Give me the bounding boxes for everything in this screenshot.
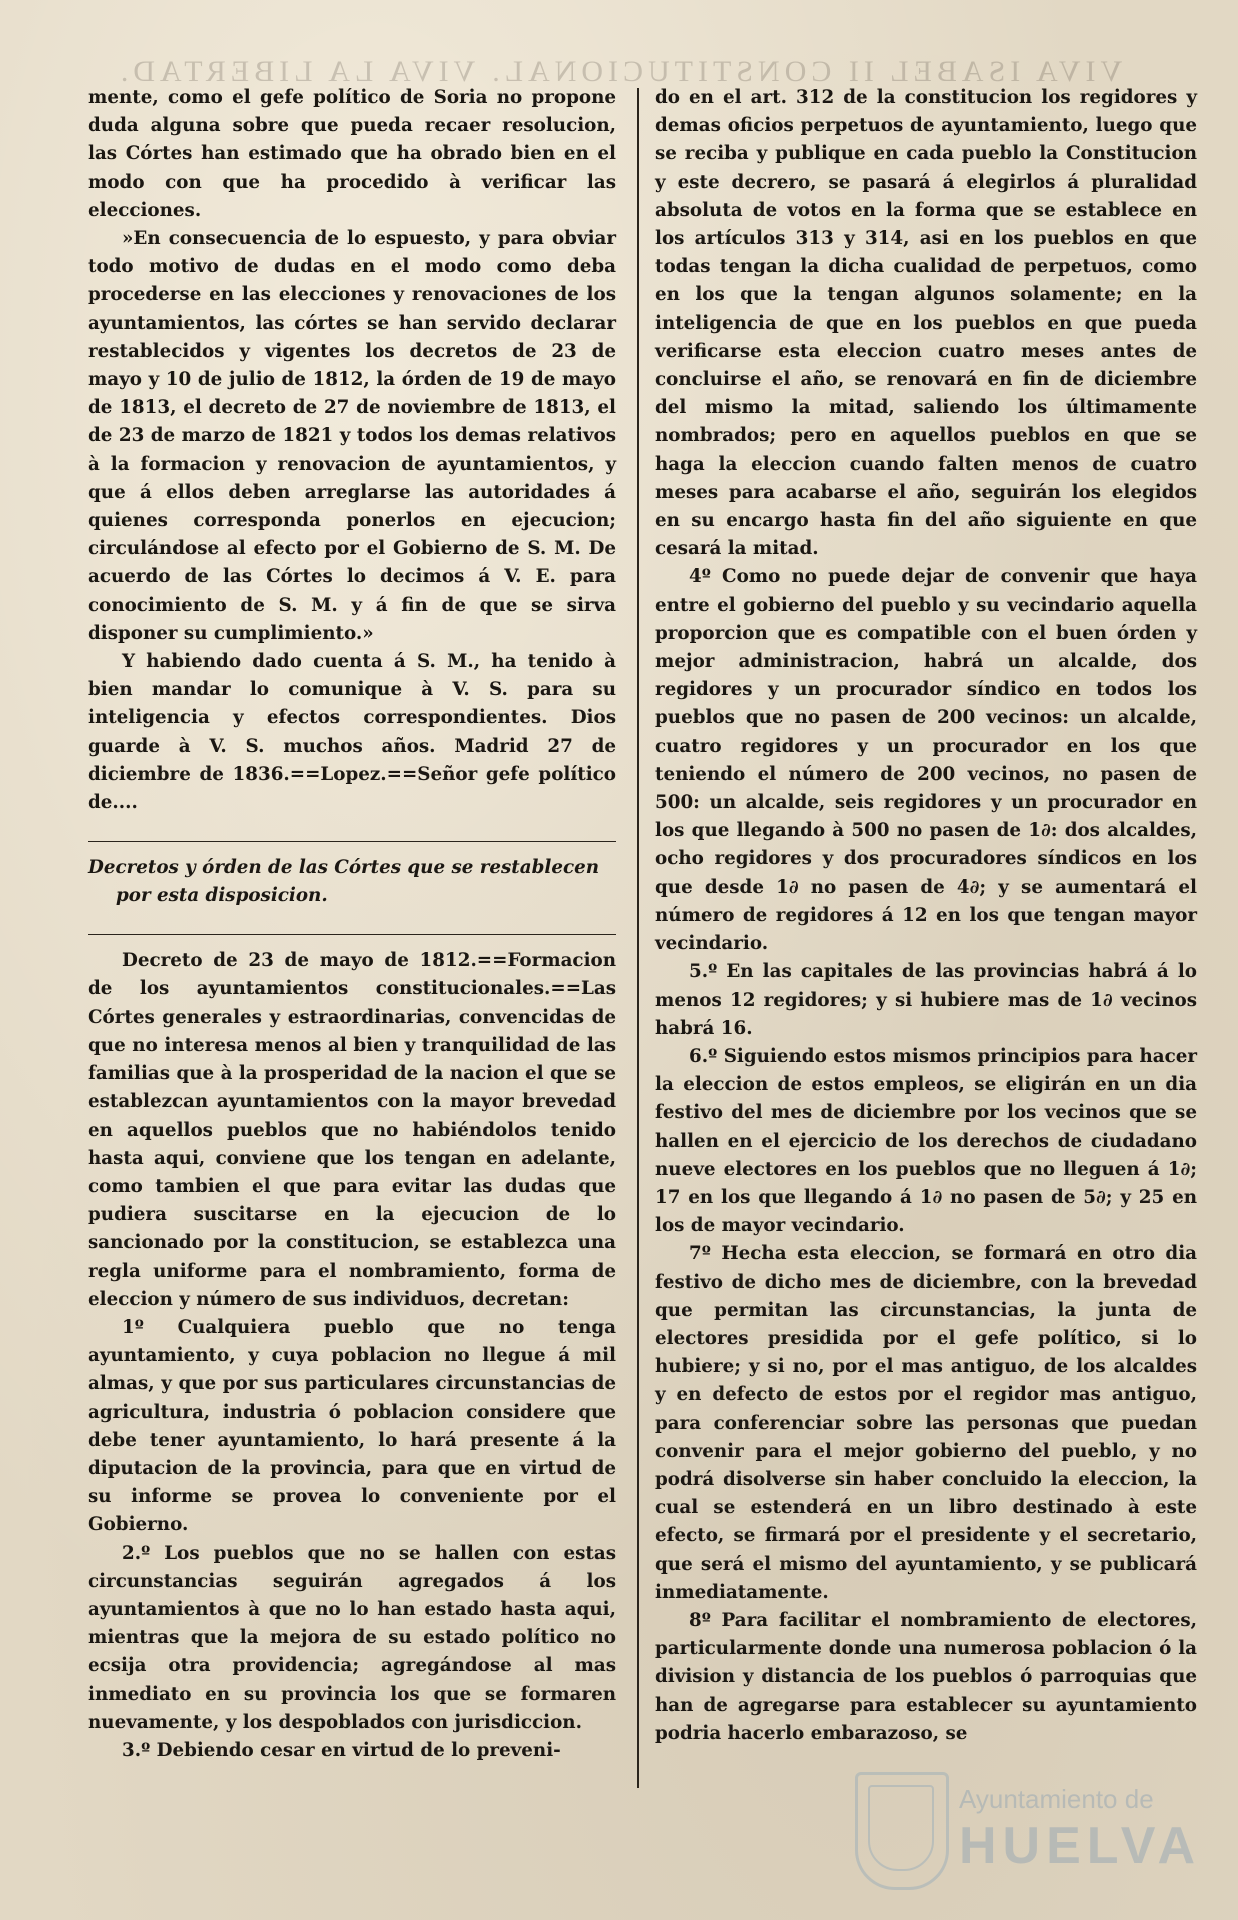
heading-line-1: Decretos y órden de las Córtes que se restablecen [88, 857, 600, 879]
section-rule-2 [88, 934, 616, 947]
right-paragraph-6: 8º Para facilitar el nombramiento de electores, particularmente donde una numerosa poblacion ó la division y distancia de los pueblos ó parroquias que han de agregarse para establecer su ayuntamiento podria hacerlo embarazoso, se [655, 1609, 1197, 1744]
right-paragraph-2: 4º Como no puede dejar de convenir que haya entre el gobierno del pueblo y su vecindario aquella proporcion que es compatible con el buen órden y mejor administracion, habrá un alcalde, dos regidores y un procurador síndico en todos los pueblos que no pasen de 200 vecinos: un alcalde, cuatro regidores y un procurador en los que teniendo el número de 200 vecinos, no pasen de 500: un alcalde, seis regidores y un procurador en los que llegando à 500 no pasen de 1∂: dos alcaldes, ocho regidores y dos procuradores síndicos en los que desde 1∂ no pasen de 4∂; y se aumentará el número de regidores á 12 en los que tengan mayor vecindario. [655, 566, 1197, 955]
right-paragraph-5: 7º Hecha esta eleccion, se formará en otro dia festivo de dicho mes de diciembre, con la brevedad que permitan las circunstancias, la junta de electores presidida por el gefe político, si lo hubiere; y si no, por el mas antiguo, de los alcaldes y en defecto de estos por el regidor mas antiguo, para conferenciar sobre las personas que puedan convenir para el mejor gobierno del pueblo, y no podrá disolverse sin haber concluido la eleccion, la cual se estenderá en un libro destinado à este efecto, se firmará por el presidente y el secretario, que será el mismo del ayuntamiento, y se publicará inmediatamente. [655, 1243, 1197, 1603]
left-paragraph-4: Decreto de 23 de mayo de 1812.==Formacion de los ayuntamientos constitucionales.==Las Córtes generales y estraordinarias, convencidas de que no interesa menos al bien y tranquilidad de las familias que à la prosperidad de la nacion el que se establezcan ayuntamientos con la mayor brevedad en aquellos pueblos que no habiéndolos tenido hasta aqui, conviene que los tengan en adelante, como tambien el que para evitar las dudas que pudiera suscitarse en la ejecucion de lo sancionado por la constitucion, se establezca una regla uniforme para el nombramiento, forma de eleccion y número de sus individuos, decretan: [88, 950, 616, 1310]
left-paragraph-5: 1º Cualquiera pueblo que no tenga ayuntamiento, y cuya poblacion no llegue á mil almas, y que por sus particulares circunstancias de agricultura, industria ó poblacion considere que debe tener ayuntamiento, lo hará presente á la diputacion de la provincia, para que en virtud de su informe se provea lo conveniente por el Gobierno. [88, 1316, 616, 1536]
left-paragraph-7: 3.º Debiendo cesar en virtud de lo preveni- [122, 1739, 561, 1761]
watermark-line-2: HUELVA [959, 1817, 1202, 1875]
column-divider [637, 88, 639, 1788]
ayuntamiento-huelva-watermark [855, 1772, 1202, 1892]
left-paragraph-6: 2.º Los pueblos que no se hallen con estas circunstancias seguirán agregados á los ayuntamientos à que no lo han estado hasta aqui, mientras que la mejora de su estado político no ecsija otra providencia; agregándose al mas inmediato en su provincia los que se formaren nuevamente, y los despoblados con jurisdiccion. [88, 1542, 616, 1733]
right-paragraph-1: do en el art. 312 de la constitucion los regidores y demas oficios perpetuos de ayuntamiento, luego que se reciba y publique en cada pueblo la Constitucion y este decrero, se pasará á elegirlos á pluralidad absoluta de votos en la forma que se establece en los artículos 313 y 314, asi en los pueblos en que todas tengan la dicha cualidad de perpetuos, como en los que la tengan algunos solamente; en la inteligencia de que en los pueblos en que pueda verificarse esta eleccion cuatro meses antes de concluirse el año, se renovará en fin de diciembre del mismo la mitad, saliendo los últimamente nombrados; pero en aquellos pueblos en que se haga la eleccion cuando falten menos de cuatro meses para acabarse el año, seguirán los elegidos en su encargo hasta fin del año siguiente en que cesará la mitad. [655, 87, 1197, 560]
watermark-line-1: Ayuntamiento de [959, 1784, 1154, 1814]
right-column [655, 84, 1197, 1748]
left-paragraph-3: Y habiendo dado cuenta á S. M., ha tenido à bien mandar lo comunique à V. S. para su inteligencia y efectos correspondientes. Dios guarde à V. S. muchos años. Madrid 27 de diciembre de 1836.==Lopez.==Señor gefe político de.... [88, 651, 616, 814]
section-rule [88, 841, 616, 854]
right-paragraph-3: 5.º En las capitales de las provincias habrá á lo menos 12 regidores; y si hubiere mas de 1∂ vecinos habrá 16. [655, 961, 1197, 1039]
right-paragraph-4: 6.º Siguiendo estos mismos principios para hacer la eleccion de estos empleos, se eligirán en un dia festivo del mes de diciembre por los vecinos que se hallen en el ejercicio de los derechos de ciudadano nueve electores en los pueblos que no lleguen á 1∂; 17 en los que llegando á 1∂ no pasen de 5∂; y 25 en los de mayor vecindario. [655, 1045, 1197, 1237]
coat-of-arms-icon [855, 1772, 949, 1890]
bleed-through-text: VIVA ISABEL II CONSTITUCIONAL. VIVA LA LIBERTAD. [115, 55, 1123, 88]
heading-line-2: por esta disposicion. [116, 885, 328, 907]
left-paragraph-2: »En consecuencia de lo espuesto, y para obviar todo motivo de dudas en el modo como deba procederse en las elecciones y renovaciones de los ayuntamientos, las córtes se han servido declarar restablecidos y vigentes los decretos de 23 de mayo y 10 de julio de 1812, la órden de 19 de mayo de 1813, el decreto de 27 de noviembre de 1813, el de 23 de marzo de 1821 y todos los demas relativos à la formacion y renovacion de ayuntamientos, y que á ellos deben arreglarse las autoridades á quienes corresponda ponerlos en ejecucion; circulándose al efecto por el Gobierno de S. M. De acuerdo de las Córtes lo decimos á V. E. para conocimiento de S. M. y á fin de que se sirva disponer su cumplimiento.» [88, 228, 616, 644]
left-paragraph-1: mente, como el gefe político de Soria no propone duda alguna sobre que pueda recaer resolucion, las Córtes han estimado que ha obrado bien en el modo con que ha procedido à verificar las elecciones. [88, 87, 616, 221]
section-heading [88, 854, 616, 910]
left-column [88, 84, 616, 1765]
